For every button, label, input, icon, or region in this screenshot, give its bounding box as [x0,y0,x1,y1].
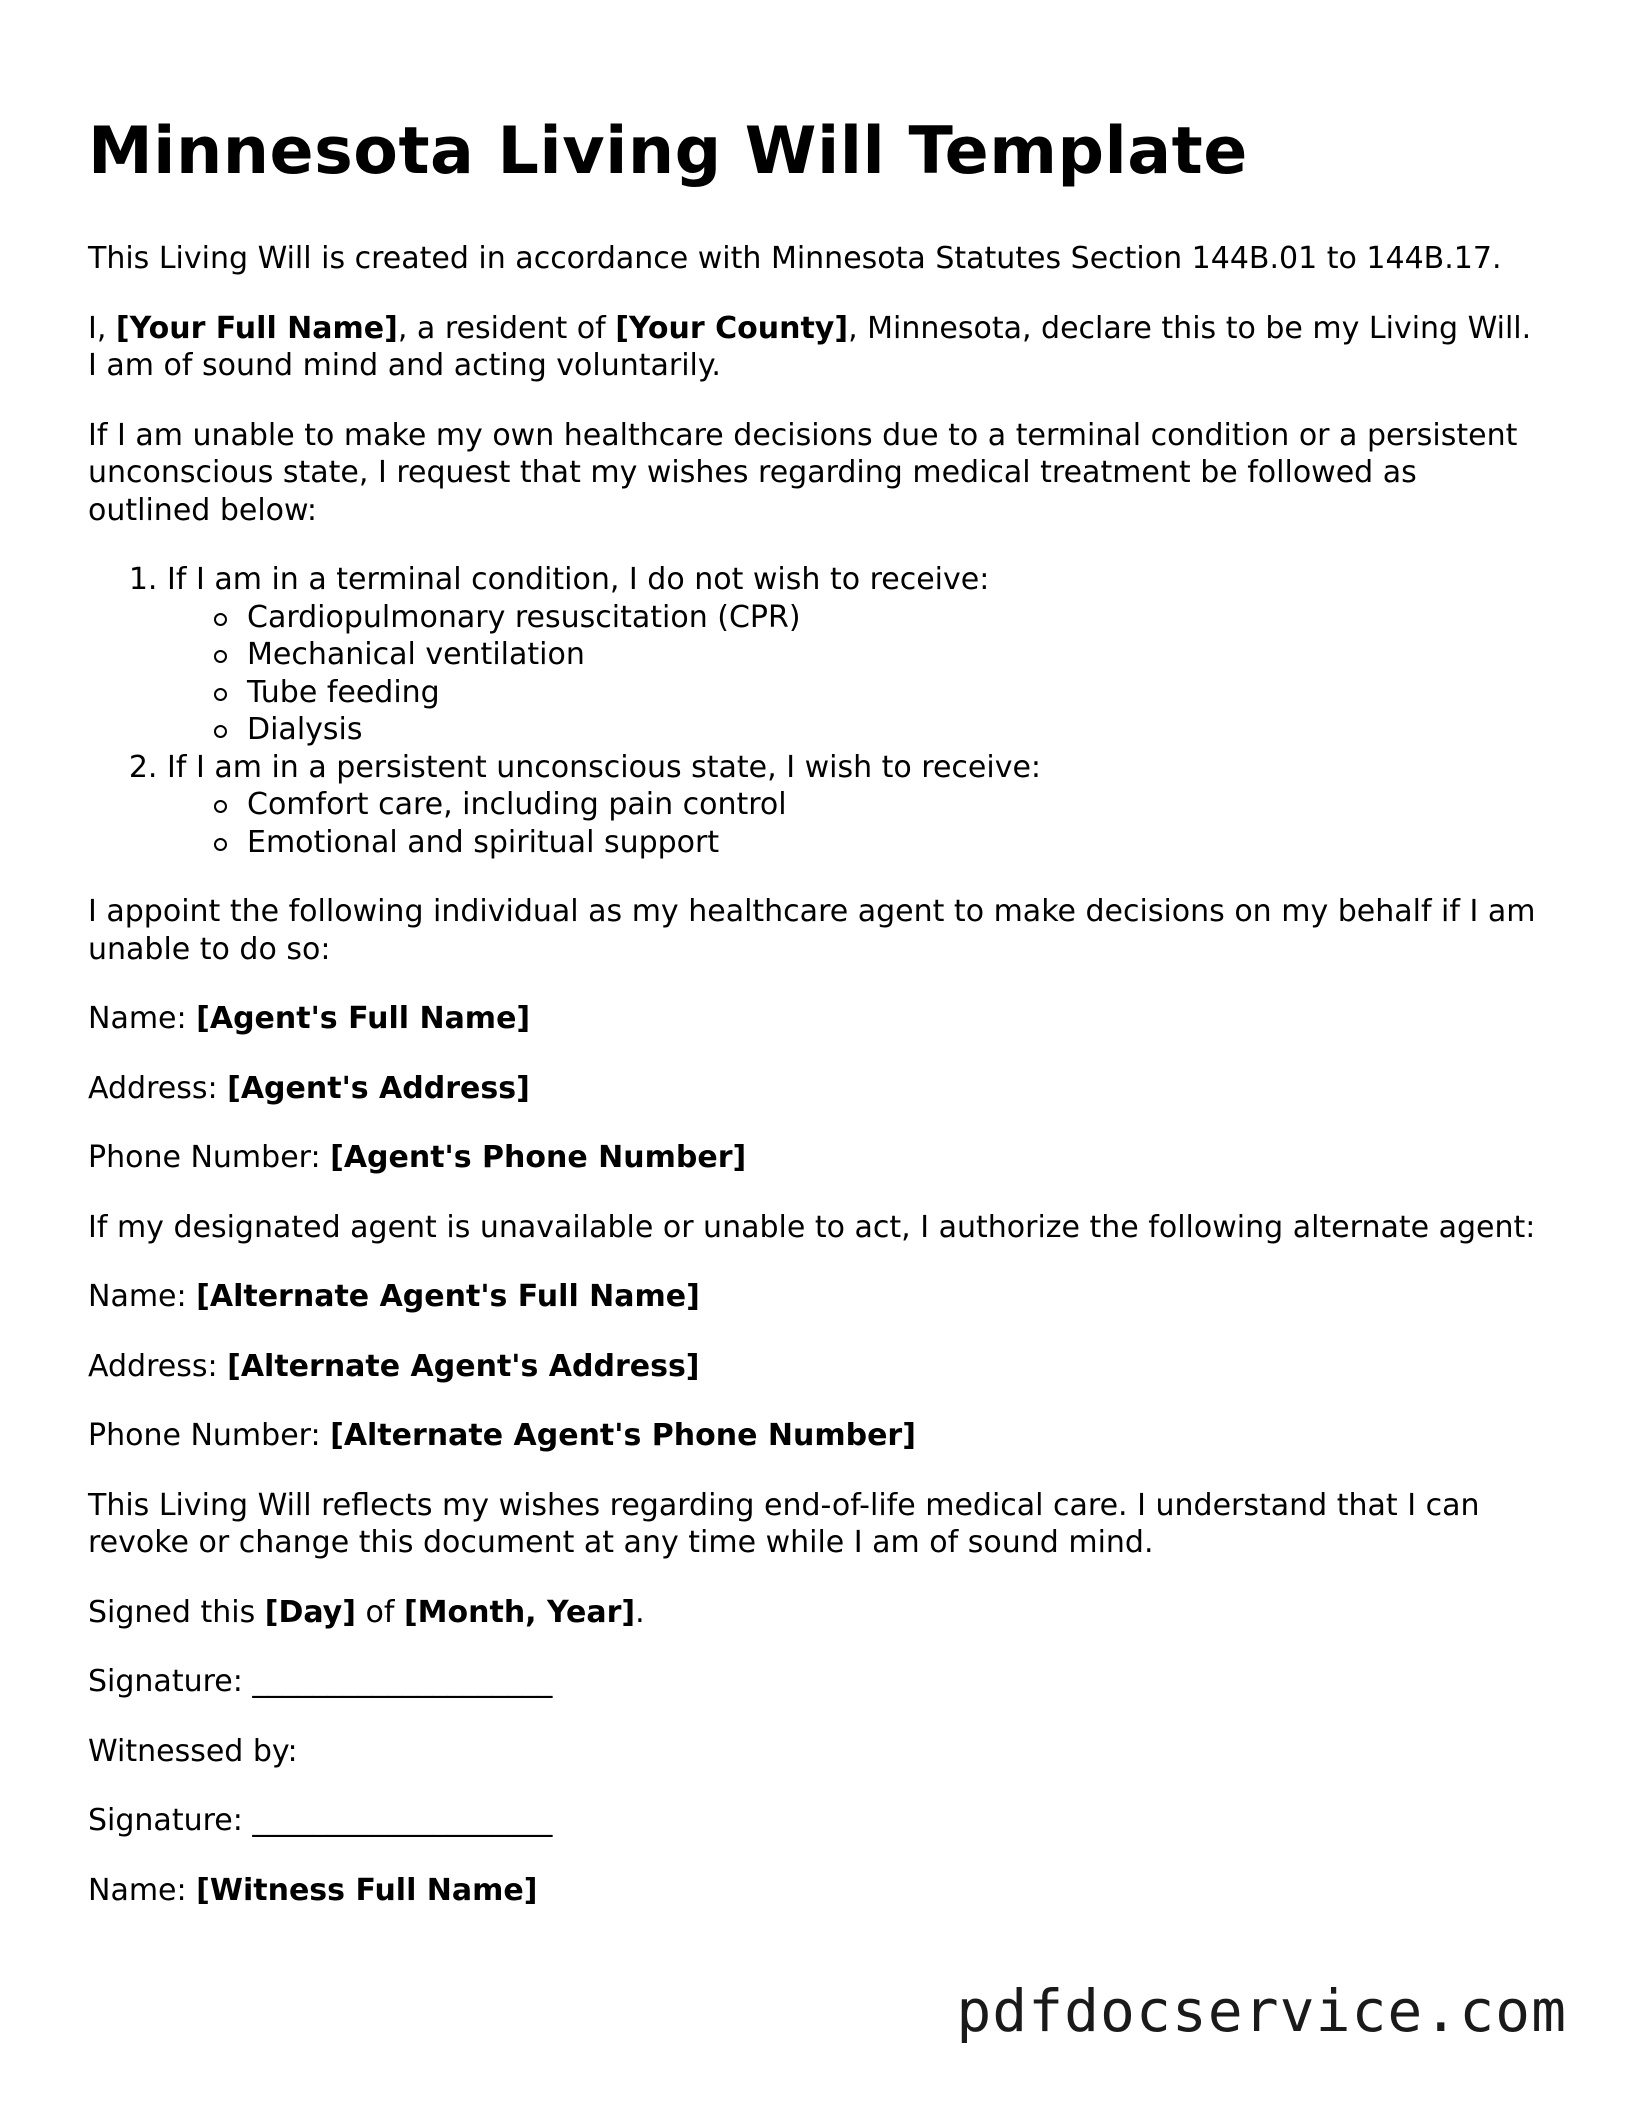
wishes-list [88,561,1548,861]
month-year-placeholder: [Month, Year] [403,1594,636,1630]
alternate-phone-label: Phone Number: [88,1418,331,1453]
agent-name-value: [Agent's Full Name] [196,1001,531,1036]
agent-name-line [88,1000,1548,1038]
care-list [167,786,1548,861]
wish-item-terminal [167,561,1548,749]
agent-intro-paragraph: I appoint the following individual as my healthcare agent to make decisions on my behalf if I am unable to do so: [88,894,1536,967]
agent-address-line [88,1070,1548,1108]
closing-paragraph: This Living Will reflects my wishes regarding end-of-life medical care. I understand that I can revoke or change this document at any time while I am of sound mind. [88,1487,1480,1560]
agent-phone-label: Phone Number: [88,1140,331,1175]
page-title: Minnesota Living Will Template [88,114,1248,189]
full-name-placeholder: [Your Full Name] [115,310,398,346]
agent-phone-value: [Agent's Phone Number] [330,1140,747,1175]
signed-line [88,1594,1548,1632]
list-item: Mechanical ventilation [247,636,1548,674]
alternate-address-line [88,1348,1548,1386]
county-placeholder: [Your County] [615,310,849,346]
declaration-suffix: , Minnesota, declare this to be my Living Will. I am of sound mind and acting voluntarily. [88,310,1532,383]
alternate-intro-paragraph: If my designated agent is unavailable or unable to act, I authorize the following alternate agent: [88,1209,1536,1245]
document-page [88,108,1548,1941]
declaration-paragraph [88,310,1548,385]
declaration-middle: , a resident of [397,310,616,346]
list-item: Emotional and spiritual support [247,824,1548,862]
signed-middle: of [355,1594,404,1630]
list-item: Tube feeding [247,674,1548,712]
agent-phone-line [88,1139,1548,1177]
signed-suffix: . [635,1594,645,1630]
wish-item-unconscious [167,749,1548,862]
alternate-address-value: [Alternate Agent's Address] [227,1348,700,1384]
wish-label: If I am in a persistent unconscious state, I wish to receive: [167,749,1042,785]
signed-prefix: Signed this [88,1594,265,1630]
witness-signature-line: Signature: ____________________ [88,1803,553,1838]
list-item: Comfort care, including pain control [247,786,1548,824]
list-item: Dialysis [247,711,1548,749]
wish-label: If I am in a terminal condition, I do not wish to receive: [167,562,990,597]
alternate-address-label: Address: [88,1348,228,1384]
agent-address-label: Address: [88,1070,228,1106]
conditions-intro-paragraph: If I am unable to make my own healthcare decisions due to a terminal condition or a persistent unconscious state, I request that my wishes regarding medical treatment be followed as outlined below: [88,417,1518,528]
witness-name-label: Name: [88,1872,197,1908]
witness-name-line [88,1872,1548,1910]
alternate-name-value: [Alternate Agent's Full Name] [196,1279,700,1314]
agent-name-label: Name: [88,1001,197,1036]
declaration-prefix: I, [88,310,116,346]
alternate-name-line [88,1278,1548,1316]
list-item: Cardiopulmonary resuscitation (CPR) [247,599,1548,637]
alternate-phone-value: [Alternate Agent's Phone Number] [330,1418,916,1453]
alternate-name-label: Name: [88,1279,197,1314]
treatment-list [167,599,1548,749]
intro-paragraph: This Living Will is created in accordance with Minnesota Statutes Section 144B.01 to 144B.17. [88,241,1502,276]
witness-name-value: [Witness Full Name] [196,1872,538,1908]
day-placeholder: [Day] [264,1594,356,1630]
watermark-text: pdfdocservice.com [956,1977,1567,2045]
signature-line: Signature: ____________________ [88,1664,553,1699]
alternate-phone-line [88,1417,1548,1455]
witnessed-by-label: Witnessed by: [88,1733,298,1769]
agent-address-value: [Agent's Address] [227,1070,530,1106]
